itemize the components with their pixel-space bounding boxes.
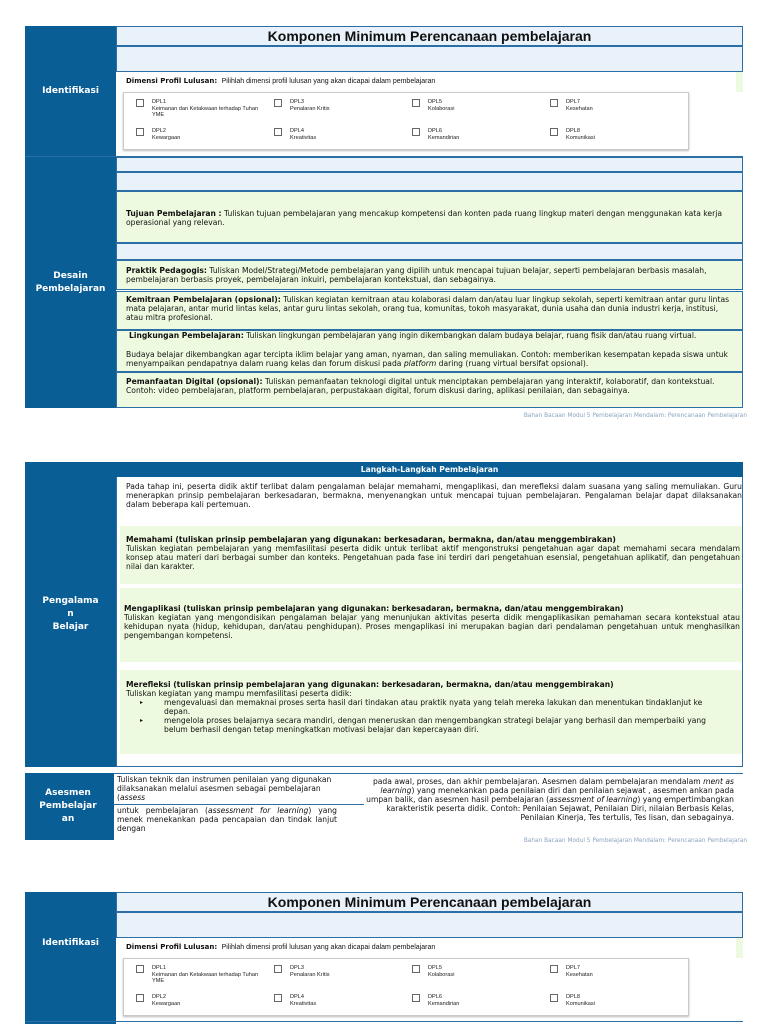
lingkungan-text: Tuliskan lingkungan pembelajaran yang ingin dikembangkan dalam budaya belajar, ruang fisik dan/atau ruang virtual. — [243, 331, 697, 340]
dpl5-checkbox[interactable] — [412, 99, 420, 107]
merefleksi-heading: Merefleksi (tuliskan prinsip pembelajaran yang digunakan: berkesadaran, bermakna, dan/atau menggembirakan) — [126, 680, 614, 689]
dpl-option-6[interactable]: DPL6 Kemandirian — [412, 994, 542, 1014]
dpl-option-8[interactable]: DPL8 Komunikasi — [550, 128, 680, 148]
page-title-p3: Komponen Minimum Perencanaan pembelajaran — [116, 892, 743, 912]
dpl1-checkbox[interactable] — [136, 99, 144, 107]
identifikasi-blank-row — [116, 46, 743, 72]
mengaplikasi-text: Tuliskan kegiatan yang mengondisikan pengalaman belajar yang menunjukan aktivitas peserta didik mengaplikasikan pemahaman secara kontekstual atau kehidupan nyata (hidup, kehidupan, dan/atau penghidupan). Proses mengaplikasi ini merupakan bagian dari pendalaman pengetahuan untuk menghasilkan pengembangan kompetensi. — [124, 613, 740, 640]
identifikasi-bottom-rule-p3 — [25, 1021, 743, 1022]
asesmen-sidebar — [25, 773, 111, 840]
digital-text: Tuliskan pemanfaatan teknologi digital untuk menciptakan pembelajaran yang interaktif, kolaboratif, dan kontekstual. Contoh: video pembelajaran, platform pembelajaran, perpustakaan digital, forum diskusi daring, aplikasi penilaian, dan sebagainya. — [126, 377, 715, 395]
langkah-header: Langkah-Langkah Pembelajaran — [116, 462, 743, 477]
asesmen-left-block-1: Tuliskan teknik dan instrumen penilaian yang digunakan dilaksanakan melalui asesmen sebagai pembelajaran (assess — [117, 775, 332, 802]
dpl-option-3[interactable]: DPL3 Penalaran Kritis — [274, 99, 404, 119]
memahami-heading: Memahami (tuliskan prinsip pembelajaran yang digunakan: berkesadaran, bermakna, dan/atau menggembirakan) — [126, 535, 616, 544]
identifikasi-label: Identifikasi — [42, 85, 99, 96]
dimensi-green-strip-p3 — [736, 938, 743, 958]
dpl-checklist-p3 — [123, 958, 689, 1016]
lingkungan-heading: Lingkungan Pembelajaran: — [129, 331, 244, 340]
dpl-option-1[interactable]: DPL1 Keimanan dan Ketakwaan terhadap Tuhan YME — [136, 965, 276, 991]
dpl3-checkbox[interactable] — [274, 99, 282, 107]
dimensi-green-strip — [736, 72, 743, 92]
dpl-option-5[interactable]: DPL5 Kolaborasi — [412, 99, 542, 119]
dpl4-checkbox[interactable] — [274, 128, 282, 136]
asesmen-label-2: Pembelajar — [39, 801, 97, 811]
pengalaman-label-3: Belajar — [52, 622, 89, 632]
pengalaman-label-1: Pengalama — [42, 596, 99, 606]
dimensi-text: Pilihlah dimensi profil lulusan yang akan dicapai dalam pembelajaran — [221, 78, 436, 85]
dpl8-checkbox[interactable] — [550, 994, 558, 1002]
mengaplikasi-section — [120, 588, 742, 662]
dpl6-checkbox[interactable] — [412, 994, 420, 1002]
memahami-text: Tuliskan kegiatan pembelajaran yang memfasilitasi peserta didik untuk terlibat aktif mengonstruksi pengetahuan agar dapat memahami secara mendalam konsep atau materi dari berbagai sumber dan konteks. Pengetahuan pada fase ini terdiri dari pengetahuan esensial, pengetahuan aplikatif, dan pengetahuan nilai dan karakter. — [126, 544, 740, 571]
kemitraan-section — [116, 291, 743, 330]
dpl-option-4[interactable]: DPL4 Kreativitas — [274, 994, 404, 1014]
mengaplikasi-heading: Mengaplikasi (tuliskan prinsip pembelajaran yang digunakan: berkesadaran, bermakna, dan/atau menggembirakan) — [124, 604, 624, 613]
asesmen-mid-rule — [114, 804, 364, 805]
merefleksi-item: ▸ mengelola proses belajarnya secara mandiri, dengan meneruskan dan mengembangkan strategi belajar yang berhasil dan memperbaiki yang belum berhasil dengan tetap meningkatkan motivasi belajar dan kepercayaan diri. — [126, 716, 726, 734]
desain-blank-row-3 — [116, 243, 743, 260]
dimensi-heading-p3 — [126, 943, 726, 952]
dpl-option-3[interactable]: DPL3 Penalaran Kritis — [274, 965, 404, 985]
desain-blank-row-2 — [116, 172, 743, 191]
dpl1-checkbox[interactable] — [136, 965, 144, 973]
asesmen-label-1: Asesmen — [45, 788, 91, 798]
merefleksi-list — [126, 698, 726, 734]
dpl-option-7[interactable]: DPL7 Kesehatan — [550, 965, 680, 985]
asesmen-left-border — [111, 773, 114, 840]
dpl3-checkbox[interactable] — [274, 965, 282, 973]
page1-footer: Bahan Bacaan Modul 5 Pembelajaran Mendalam: Perencanaan Pembelajaran — [523, 413, 747, 419]
tujuan-section — [116, 191, 743, 243]
dpl-option-2[interactable]: DPL2 Kewargaan — [136, 128, 266, 148]
dpl-option-6[interactable]: DPL6 Kemandirian — [412, 128, 542, 148]
dpl8-checkbox[interactable] — [550, 128, 558, 136]
dpl2-checkbox[interactable] — [136, 994, 144, 1002]
praktik-heading: Praktik Pedagogis: — [126, 266, 207, 275]
merefleksi-section — [120, 670, 742, 754]
pengalaman-label-2: n — [67, 609, 74, 619]
lingkungan-section — [116, 330, 743, 372]
asesmen-left-block-2: untuk pembelajaran (assessment for learning) yang menek menekankan pada pencapaian dan tindak lanjut dengan — [117, 806, 337, 833]
praktik-section — [116, 260, 743, 290]
langkah-intro: Pada tahap ini, peserta didik aktif terlibat dalam pengalaman belajar memahami, mengaplikasi, dan merefleksi dalam suasana yang saling memuliakan. Guru menerapkan prinsip pembelajaran berkesadaran, bermakna, menyenangkan untuk mencapai tujuan pembelajaran. Pengalaman belajar dapat dilaksanakan dalam beberapa kali pertemuan. — [126, 482, 742, 509]
dpl-option-7[interactable]: DPL7 Kesehatan — [550, 99, 680, 119]
asesmen-top-rule — [111, 773, 743, 774]
lingkungan-text-2b: daring (ruang virtual bersifat opsional). — [436, 359, 589, 368]
dimensi-label-p3: Dimensi Profil Lulusan: — [126, 943, 218, 951]
identifikasi-label-p3: Identifikasi — [42, 937, 99, 948]
asesmen-right-block: pada awal, proses, dan akhir pembelajaran. Asesmen dalam pembelajaran mendalam ment as learning) yang menekankan pada penilaian diri dan penilaian sejawat , asesmen ankan pada umpan balik, dan asesmen hasil pembelajaran (assessment of learning) yang empertimbangkan karakteristik peserta didik. Contoh: Penilaian Sejawat, Penilaian Diri, nilaian Berbasis Kelas, Penilaian Kinerja, Tes tertulis, Tes lisan, dan sebagainya. — [366, 777, 734, 822]
desain-sidebar — [25, 157, 116, 408]
tujuan-heading: Tujuan Pembelajaran : — [126, 209, 222, 218]
desain-label-1: Desain — [53, 270, 88, 281]
asesmen-label-3: an — [61, 814, 75, 824]
dpl-option-4[interactable]: DPL4 Kreativitas — [274, 128, 404, 148]
dimensi-text-p3: Pilihlah dimensi profil lulusan yang akan dicapai dalam pembelajaran — [221, 944, 436, 951]
dpl4-checkbox[interactable] — [274, 994, 282, 1002]
page2-footer: Bahan Bacaan Modul 5 Pembelajaran Mendalam: Perencanaan Pembelajaran — [523, 838, 747, 844]
desain-label-2: Pembelajaran — [35, 283, 106, 294]
identifikasi-blank-row-p3 — [116, 912, 743, 938]
dimensi-label: Dimensi Profil Lulusan: — [126, 77, 218, 85]
dpl-option-5[interactable]: DPL5 Kolaborasi — [412, 965, 542, 985]
identifikasi-sidebar — [25, 26, 116, 156]
identifikasi-sidebar-p3 — [25, 892, 116, 1024]
desain-blank-row-1 — [116, 157, 743, 172]
lingkungan-text-2-em: platform — [403, 359, 437, 368]
dpl-option-2[interactable]: DPL2 Kewargaan — [136, 994, 266, 1014]
dpl7-checkbox[interactable] — [550, 99, 558, 107]
dpl5-checkbox[interactable] — [412, 965, 420, 973]
dpl-checklist — [123, 92, 689, 150]
dimensi-heading — [126, 77, 726, 86]
merefleksi-item: ▸ mengevaluasi dan memaknai proses serta hasil dari tindakan atau praktik nyata yang telah mereka lakukan dan menentukan tindaklanjut ke depan. — [126, 698, 726, 716]
dpl7-checkbox[interactable] — [550, 965, 558, 973]
dpl6-checkbox[interactable] — [412, 128, 420, 136]
dpl-option-1[interactable]: DPL1 Keimanan dan Ketakwaan terhadap Tuhan YME — [136, 99, 276, 125]
kemitraan-text: Tuliskan kegiatan kemitraan atau kolaborasi dalam dan/atau luar lingkup sekolah, seperti kemitraan antar guru lintas mata pelajaran, antar murid lintas kelas, antar guru lintas sekolah, orang tua, komunitas, tokoh masyarakat, dunia usaha dan dunia industri kerja, institusi, atau mitra profesional. — [126, 295, 730, 322]
dpl2-checkbox[interactable] — [136, 128, 144, 136]
lingkungan-text-2a: Budaya belajar dikembangkan agar tercipta iklim belajar yang aman, nyaman, dan saling memuliakan. Contoh: memberikan kesempatan kepada siswa untuk menyampaikan pendapatnya dalam ruang kelas dan forum diskusi pada — [126, 350, 728, 368]
memahami-section — [120, 526, 742, 584]
digital-section — [116, 372, 743, 408]
dpl-option-8[interactable]: DPL8 Komunikasi — [550, 994, 680, 1014]
kemitraan-heading: Kemitraan Pembelajaran (opsional): — [126, 295, 281, 304]
tujuan-text: Tuliskan tujuan pembelajaran yang mencakup kompetensi dan konten pada ruang lingkup materi dengan menggunakan kata kerja operasional yang relevan. — [126, 209, 722, 227]
merefleksi-text: Tuliskan kegiatan yang mampu memfasilitasi peserta didik: — [126, 689, 352, 698]
praktik-text: Tuliskan Model/Strategi/Metode pembelajaran yang dipilih untuk mencapai tujuan belajar, seperti pembelajaran berbasis masalah, pembelajaran berbasis proyek, pembelajaran inkuiri, pembelajaran kontekstual, dan sebagainya. — [126, 266, 707, 284]
page-title: Komponen Minimum Perencanaan pembelajaran — [116, 26, 743, 46]
pengalaman-sidebar — [25, 462, 116, 767]
digital-heading: Pemanfaatan Digital (opsional): — [126, 377, 263, 386]
